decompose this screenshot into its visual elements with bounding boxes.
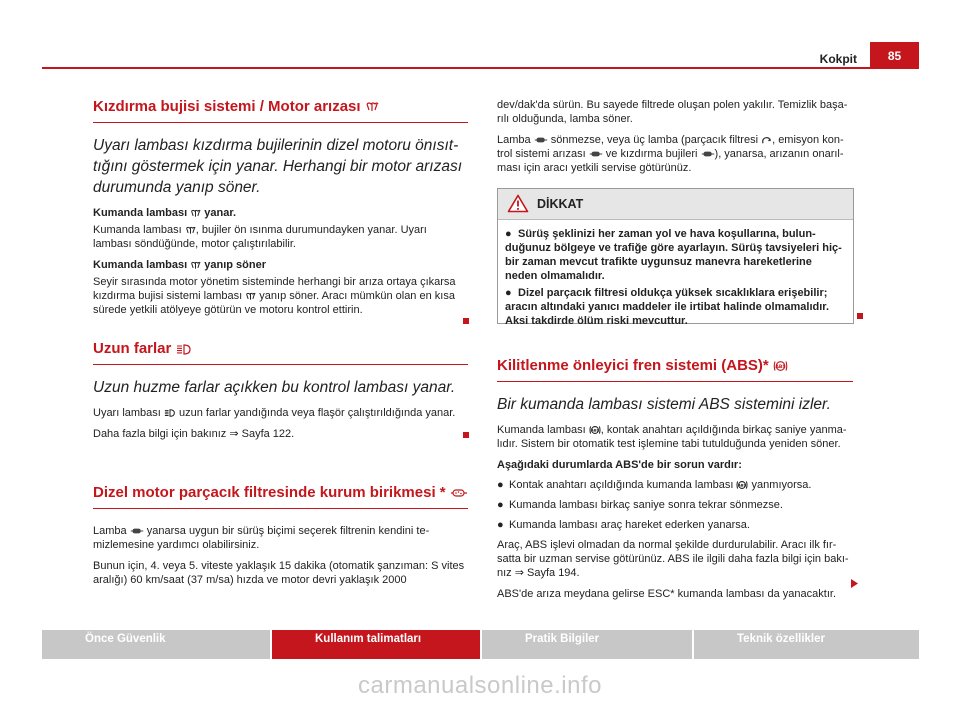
footer-tab-technical[interactable]: Teknik özellikler — [694, 630, 919, 659]
abs-paragraph-2: Araç, ABS işlevi olmadan da normal şekilde durdurulabilir. Aracı ilk fırsatta bir uzman servise götürünüz. ABS ile ilgili daha fazla bilgi için bakınız ⇒ Sayfa 194. — [497, 539, 849, 579]
particulate-filter-paragraph-2: Bunun için, 4. veya 5. viteste yaklaşık 15 dakika (otomatik şanzıman: S vites aralığı) 60 km/saat (37 m/sa) hızda ve motor devri yaklaşık 2000 — [93, 560, 465, 586]
warning-title: DİKKAT — [537, 197, 584, 211]
warning-item: ● Sürüş şeklinizi her zaman yol ve hava koşullarına, bulunduğunuz bölgeye ve trafiğe göre ayarlayın. Sürüş tavsiyeleri hiçbir zaman mevcut trafikte uygunsuz manevra hareketlerine neden olmamalıdır. — [505, 228, 842, 282]
glow-plug-icon — [245, 292, 256, 301]
high-beam-heading: Uzun farlar — [93, 340, 468, 358]
glow-plug-lead: Uyarı lambası kızdırma bujilerinin dizel motoru önısıttığını göstermek için yanar. Herhangi bir motor arızası durumunda yanıp söner. — [93, 137, 462, 196]
glow-plug-icon — [185, 226, 196, 235]
particulate-filter-paragraph-1: Lamba yanarsa uygun bir sürüş biçimi seçerek filtrenin kendini temizlemesine yardımcı olabilirsiniz. — [93, 525, 430, 551]
abs-paragraph-3: ABS'de arıza meydana gelirse ESC* kumanda lambası da yanacaktır. — [497, 588, 837, 600]
abs-paragraph-1: Kumanda lambası ABS , kontak anahtarı açıldığında birkaç saniye yanmalıdır. Sistem bir otomatik test işlemine tabi tutulduğunda yeniden söner. — [497, 424, 847, 450]
particulate-filter-icon — [130, 527, 144, 535]
abs-bullet: ● Kumanda lambası birkaç saniye sonra tekrar sönmezse. — [497, 499, 783, 511]
high-beam-icon — [164, 409, 176, 417]
particulate-filter-icon — [701, 150, 715, 158]
abs-icon — [736, 480, 748, 490]
abs-lead: Bir kumanda lambası sistemi ABS sistemini izler. — [497, 396, 831, 413]
glow-sub-on: Kumanda lambası yanar. — [93, 207, 237, 219]
warning-header — [498, 189, 853, 220]
particulate-filter-continued — [497, 98, 853, 182]
glow-paragraph-2: Seyir sırasında motor yönetim sisteminde herhangi bir arıza ortaya çıkarsa kızdırma bujisi sistemi lambası yanıp söner. Aracı mümkün olan en kısa sürede yetkili atölyeye götürün ve motoru kontrol ettirin. — [93, 276, 456, 316]
glow-plug-icon — [190, 261, 201, 270]
high-beam-paragraph-1: Uyarı lambası uzun farlar yandığında veya flaşör çalıştırıldığında yanar. — [93, 407, 456, 419]
glow-paragraph-1: Kumanda lambası , bujiler ön ısınma durumundayken yanar. Uyarı lambası söndüğünde, motor çalıştırılabilir. — [93, 224, 427, 250]
footer-tab-safety[interactable]: Önce Güvenlik — [42, 630, 270, 659]
page-number: 85 — [870, 42, 919, 68]
particulate-filter-section — [93, 484, 468, 594]
section-end-marker — [857, 313, 863, 319]
abs-bullet: ● Kumanda lambası araç hareket ederken yanarsa. — [497, 519, 750, 531]
high-beam-icon — [176, 344, 192, 355]
heading-rule — [93, 364, 468, 365]
warning-box — [497, 188, 854, 327]
warning-item: ● Dizel parçacık filtresi oldukça yüksek sıcaklıklara erişebilir; aracın altındaki yanıcı maddeler ile irtibat halinde olmamalıdır. Aksi takdirde ölüm riski mevcuttur. — [505, 287, 830, 327]
abs-section — [497, 357, 853, 608]
particulate-filter-icon — [534, 136, 548, 144]
abs-icon — [773, 360, 788, 372]
abs-heading: Kilitlenme önleyici fren sistemi (ABS)* ABS — [497, 357, 853, 375]
abs-subheading: Aşağıdaki durumlarda ABS'de bir sorun vardır: — [497, 459, 742, 471]
high-beam-lead: Uzun huzme farlar açıkken bu kontrol lambası yanar. — [93, 379, 456, 396]
glow-plug-icon — [365, 102, 379, 112]
glow-plug-icon — [190, 209, 201, 218]
glow-plug-section — [93, 98, 468, 324]
particulate-filter-heading: Dizel motor parçacık filtresinde kurum birikmesi * — [93, 484, 468, 502]
page-ref-link[interactable]: Daha fazla bilgi için bakınız ⇒ Sayfa 122. — [93, 428, 295, 440]
heading-rule — [497, 381, 853, 382]
svg-text:ABS: ABS — [590, 428, 599, 433]
section-title: Kokpit — [819, 52, 857, 66]
abs-icon — [589, 425, 601, 435]
svg-text:ABS: ABS — [738, 483, 747, 488]
warning-triangle-icon — [507, 194, 529, 213]
particulate-filter-icon — [450, 488, 468, 498]
svg-text:ABS: ABS — [775, 365, 786, 371]
watermark: carmanualsonline.info — [358, 672, 602, 699]
footer-tab-operation[interactable]: Kullanım talimatları — [272, 630, 480, 659]
heading-rule — [93, 122, 468, 123]
continue-arrow-icon — [851, 579, 858, 588]
particulate-filter-paragraph-4: Lamba sönmezse, veya üç lamba (parçacık filtresi , emisyon kontrol sistemi arızası ve kızdırma bujileri ), yanarsa, arızanın onarılması için aracı yetkili servise götürünüz. — [497, 134, 844, 174]
warning-body — [498, 220, 853, 328]
high-beam-paragraph-2 — [93, 427, 468, 441]
emission-control-icon — [761, 136, 772, 145]
header-rule — [42, 67, 919, 69]
glow-plug-heading: Kızdırma bujisi sistemi / Motor arızası — [93, 98, 468, 116]
footer-tab-practical[interactable]: Pratik Bilgiler — [482, 630, 692, 659]
glow-sub-flash: Kumanda lambası yanıp söner — [93, 259, 267, 271]
particulate-filter-icon — [589, 150, 603, 158]
section-end-marker — [463, 432, 469, 438]
particulate-filter-paragraph-3: dev/dak'da sürün. Bu sayede filtrede oluşan polen yakılır. Temizlik başarılı olduğunda, lamba söner. — [497, 99, 848, 125]
abs-bullet: ● Kontak anahtarı açıldığında kumanda lambası ABS yanmıyorsa. — [497, 479, 812, 491]
high-beam-section — [93, 340, 468, 448]
section-end-marker — [463, 318, 469, 324]
